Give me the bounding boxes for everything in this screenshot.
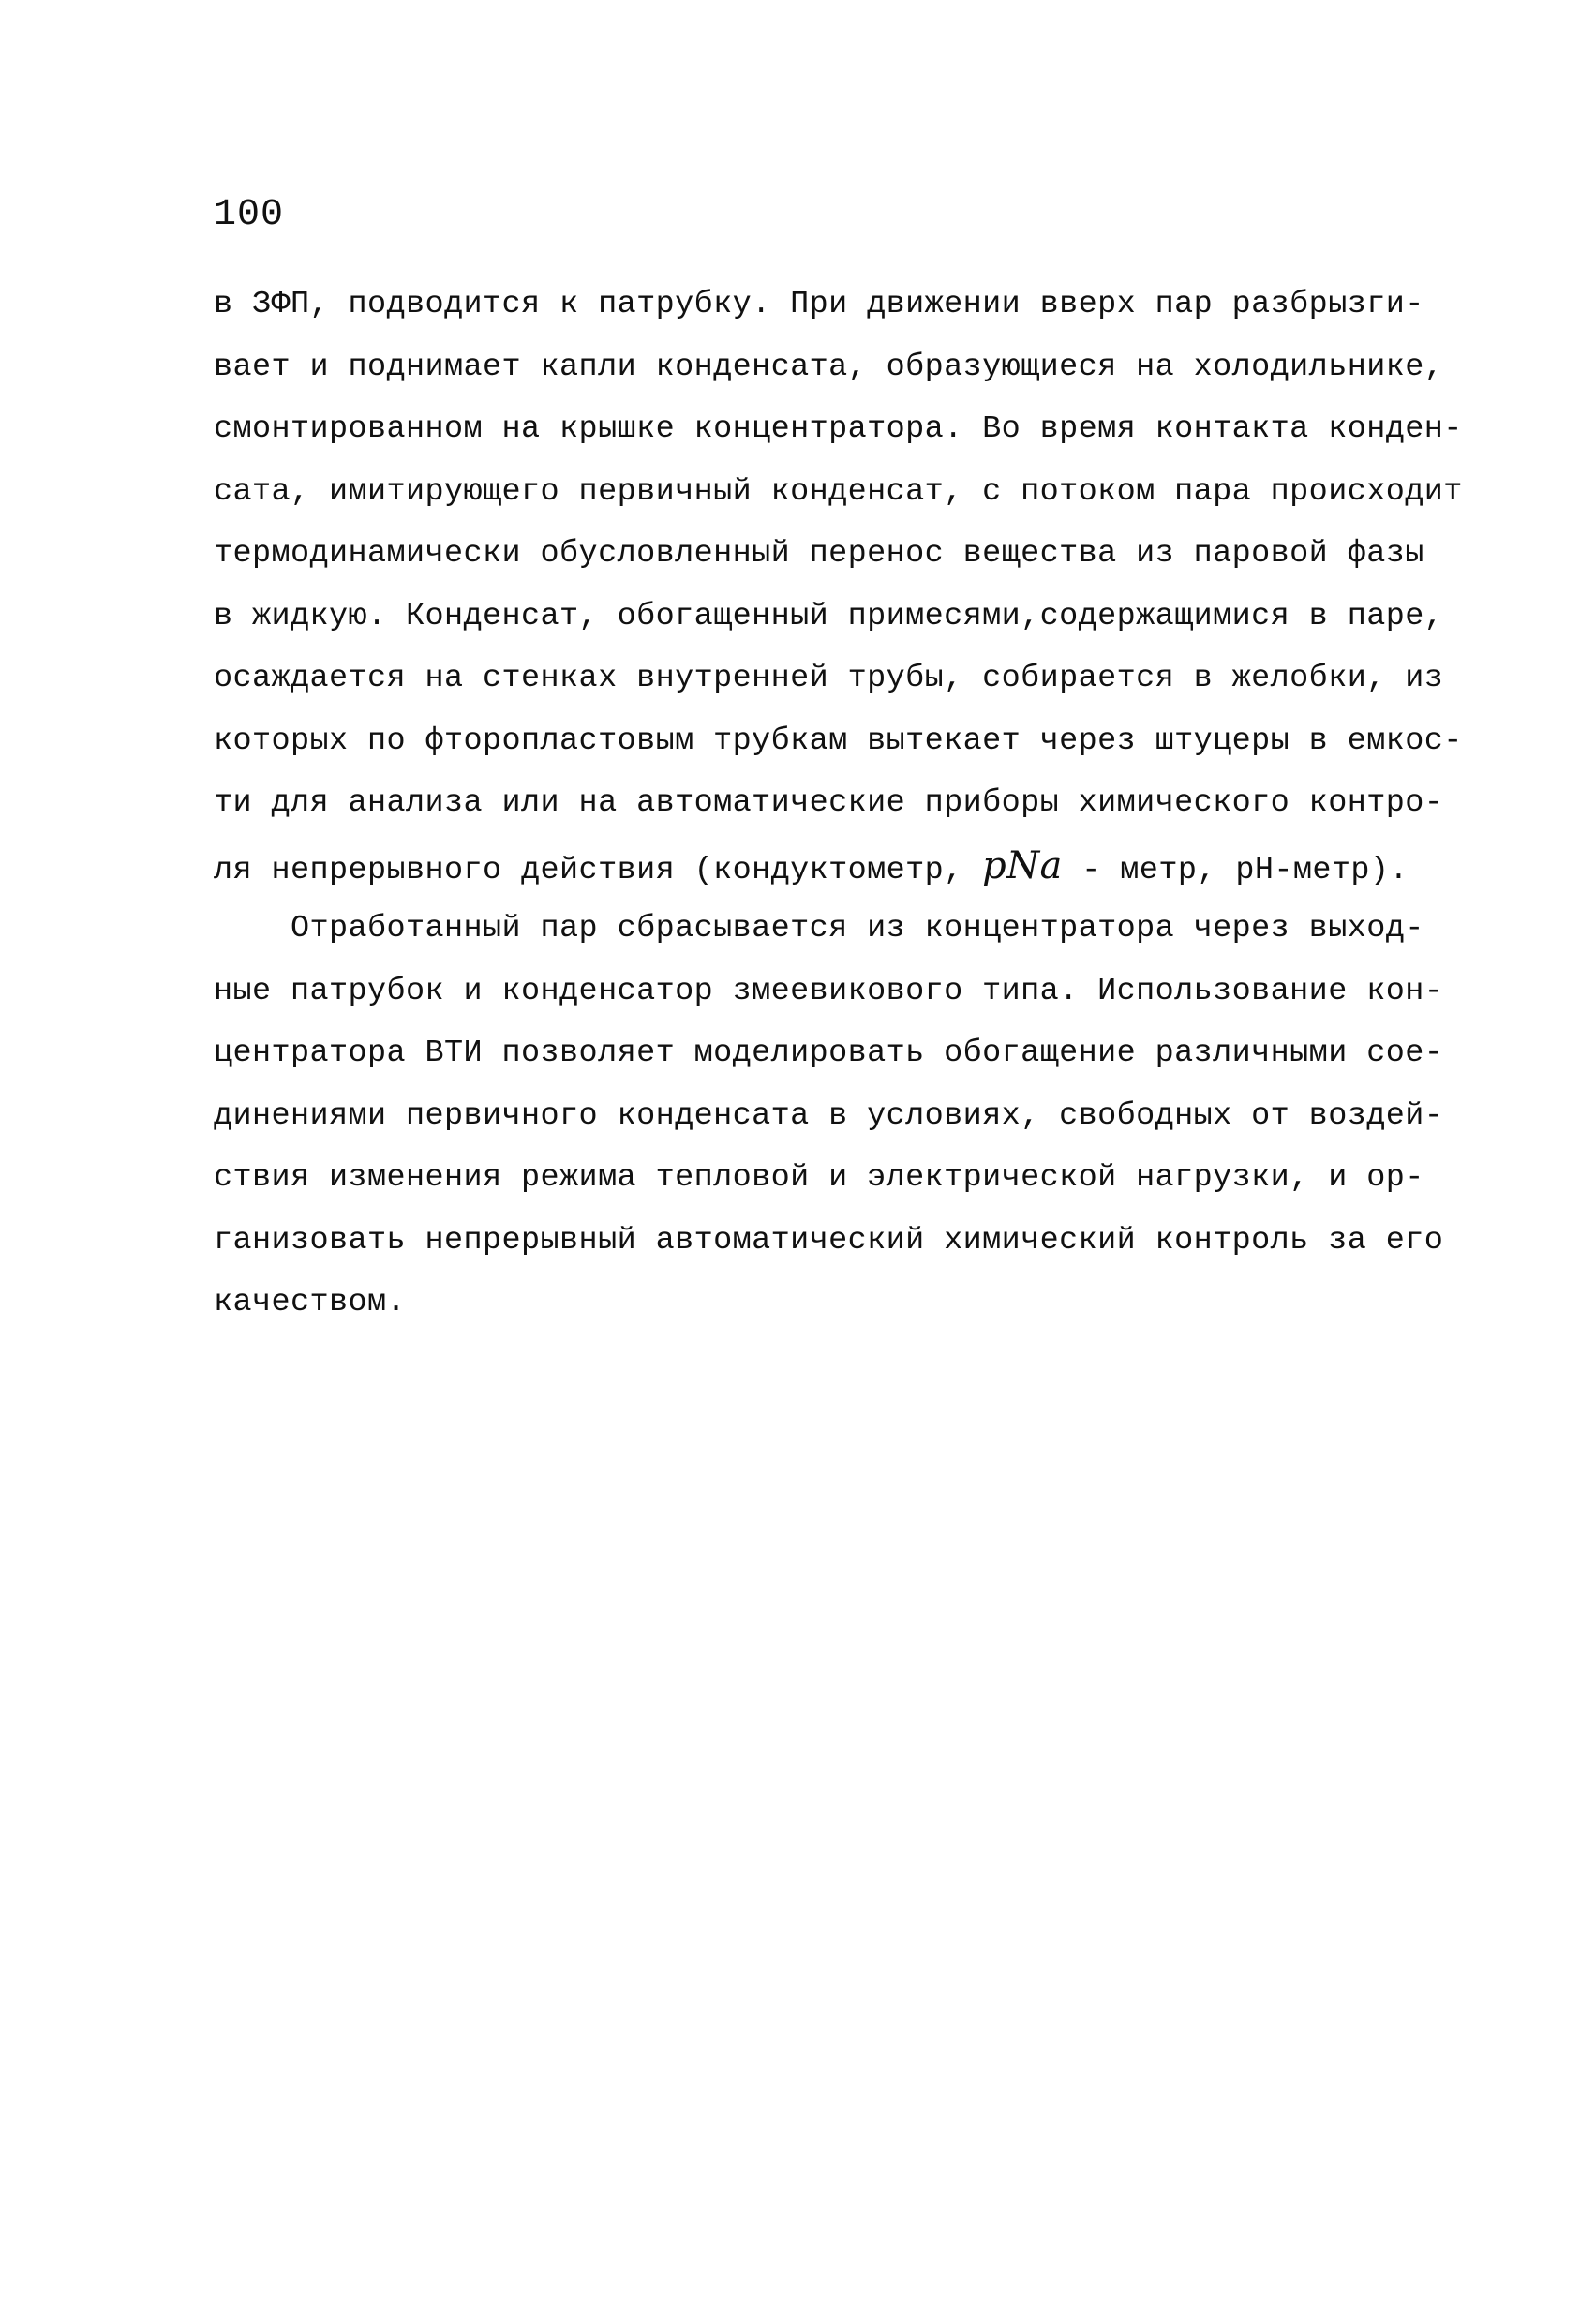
- text-line: в ЗФП, подводится к патрубку. При движении вверх пар разбрызги-: [214, 287, 1424, 322]
- text-line: Отработанный пар сбрасывается из концентратора через выход-: [214, 911, 1424, 946]
- text-line: ти для анализа или на автоматические приборы химического контро-: [214, 785, 1444, 821]
- text-line: сата, имитирующего первичный конденсат, с потоком пара происходит: [214, 473, 1463, 510]
- text-line: смонтированном на крышке концентратора. Во время контакта конден-: [214, 411, 1463, 447]
- text-line: в жидкую. Конденсат, обогащенный примесями,содержащимися в паре,: [214, 598, 1444, 634]
- text-line: вает и поднимает капли конденсата, образующиеся на холодильнике,: [214, 349, 1444, 385]
- text-line-with-formula: [214, 835, 1423, 898]
- pna-formula: pNa: [982, 843, 1063, 887]
- text-line: центратора ВТИ позволяет моделировать обогащение различными сое-: [214, 1035, 1444, 1071]
- text-line: ганизовать непрерывный автоматический химический контроль за его: [214, 1222, 1444, 1259]
- text-line: термодинамически обусловленный перенос вещества из паровой фазы: [214, 536, 1424, 572]
- text-line: осаждается на стенках внутренней трубы, собирается в желобки, из: [214, 661, 1444, 696]
- text-line: ные патрубок и конденсатор змеевикового типа. Использование кон-: [214, 973, 1444, 1009]
- paragraph-2: [214, 898, 1444, 1334]
- text-line: динениями первичного конденсата в условиях, свободных от воздей-: [214, 1097, 1444, 1134]
- text-line: ствия изменения режима тепловой и электрической нагрузки, и ор-: [214, 1160, 1424, 1196]
- text-segment: ля непрерывного действия (кондуктометр,: [214, 852, 983, 888]
- page-number: 100: [214, 194, 285, 236]
- text-line: качеством.: [214, 1285, 407, 1320]
- text-line: которых по фторопластовым трубкам вытекает через штуцеры в емкос-: [214, 723, 1463, 759]
- paragraph-1: [214, 274, 1463, 897]
- text-segment: - метр, pH-метр).: [1062, 852, 1409, 888]
